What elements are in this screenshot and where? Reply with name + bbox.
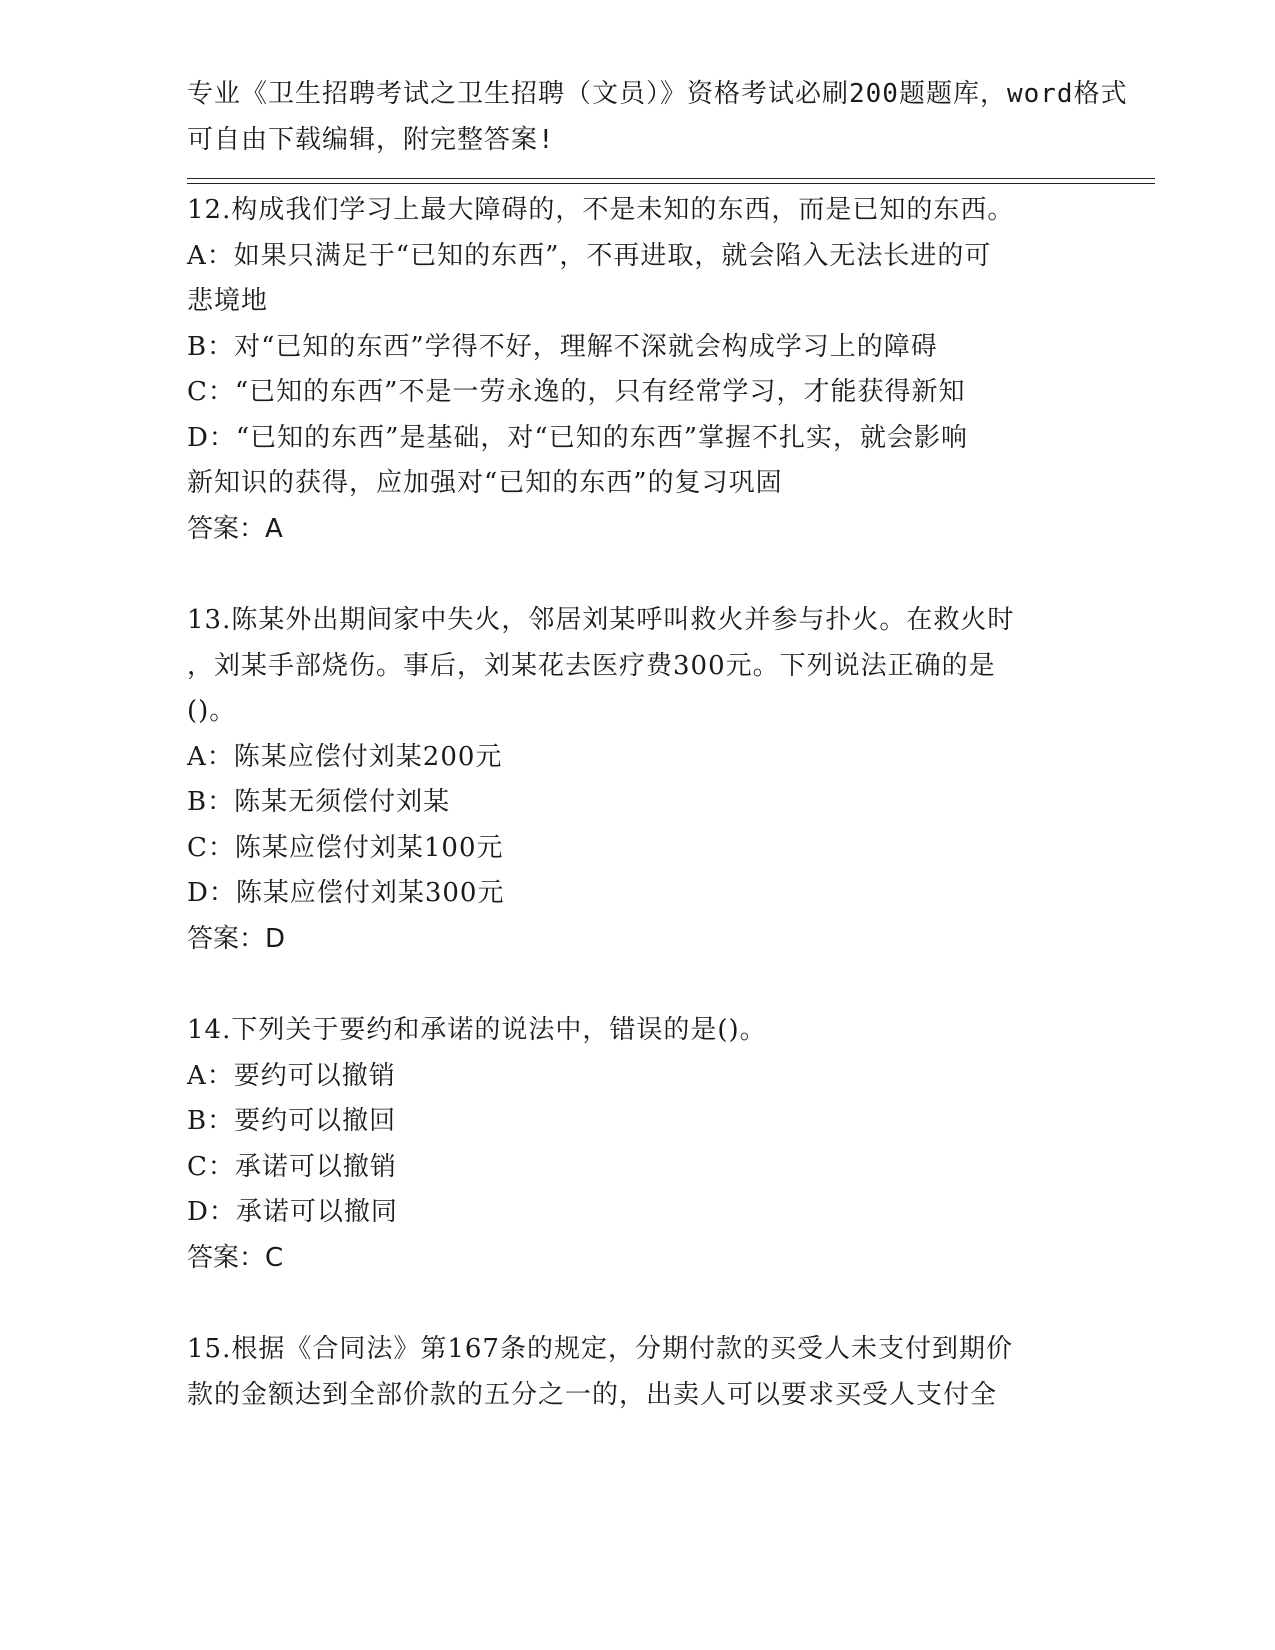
option-b: B：对“已知的东西”学得不好，理解不深就会构成学习上的障碍 — [187, 331, 938, 362]
answer-line: 答案：C — [187, 1242, 284, 1273]
question-13 — [187, 598, 1087, 962]
option-c: C：陈某应偿付刘某100元 — [187, 832, 504, 863]
option-a: A：如果只满足于“已知的东西”，不再进取，就会陷入无法长进的可 — [187, 240, 992, 271]
option-a-continued: 悲境地 — [187, 286, 269, 316]
header-line: 专业《卫生招聘考试之卫生招聘（文员）》资格考试必刷200题题库，word格式 — [187, 79, 1128, 109]
option-b: B：陈某无须偿付刘某 — [187, 787, 451, 817]
header-divider-bottom — [187, 183, 1155, 184]
question-12 — [187, 188, 1087, 552]
question-15 — [187, 1327, 1087, 1418]
option-a: A：陈某应偿付刘某200元 — [187, 741, 503, 772]
option-b: B：要约可以撤回 — [187, 1106, 397, 1136]
option-d: D：承诺可以撤同 — [187, 1197, 398, 1227]
question-stem: 13.陈某外出期间家中失火，邻居刘某呼叫救火并参与扑火。在救火时 — [187, 605, 1015, 635]
header-divider-top — [187, 178, 1155, 179]
question-list — [187, 188, 1087, 1418]
option-c: C：“已知的东西”不是一劳永逸的，只有经常学习，才能获得新知 — [187, 377, 966, 407]
option-a: A：要约可以撤销 — [187, 1060, 396, 1091]
question-stem: 12.构成我们学习上最大障碍的，不是未知的东西，而是已知的东西。 — [187, 195, 1015, 225]
question-14 — [187, 1008, 1087, 1281]
option-d: D：“已知的东西”是基础，对“已知的东西”掌握不扎实，就会影响 — [187, 422, 969, 453]
question-stem: 14.下列关于要约和承诺的说法中，错误的是()。 — [187, 1015, 767, 1045]
question-stem-continued: ()。 — [187, 696, 237, 726]
answer-line: 答案：A — [187, 513, 283, 544]
header-line: 可自由下载编辑，附完整答案! — [187, 124, 555, 155]
option-d: D：陈某应偿付刘某300元 — [187, 878, 505, 908]
question-stem: 15.根据《合同法》第167条的规定，分期付款的买受人未支付到期价 — [187, 1334, 1013, 1364]
document-header — [187, 72, 1128, 163]
answer-line: 答案：D — [187, 923, 286, 954]
question-stem-continued: 款的金额达到全部价款的五分之一的，出卖人可以要求买受人支付全 — [187, 1379, 998, 1410]
option-d-continued: 新知识的获得，应加强对“已知的东西”的复习巩固 — [187, 468, 783, 498]
question-stem-continued: ，刘某手部烧伤。事后，刘某花去医疗费300元。下列说法正确的是 — [187, 650, 996, 681]
option-c: C：承诺可以撤销 — [187, 1151, 397, 1182]
